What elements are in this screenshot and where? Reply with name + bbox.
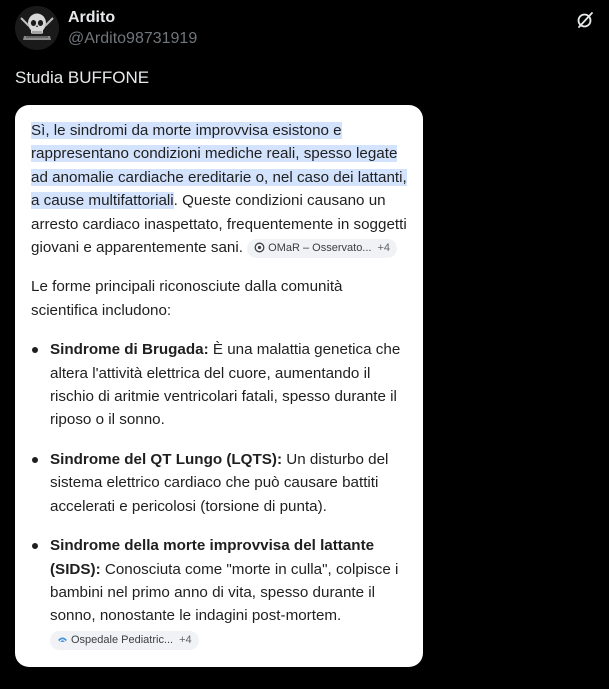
item-term: Sindrome del QT Lungo (LQTS): xyxy=(50,450,283,468)
bullet xyxy=(32,543,38,549)
ai-answer-content xyxy=(31,119,411,667)
item-term: Sindrome della morte improvvisa del lattante (SIDS): xyxy=(50,537,375,578)
syndrome-list xyxy=(31,338,411,651)
source-chip[interactable] xyxy=(247,239,397,258)
source-chip-more: +4 xyxy=(179,633,192,646)
list-item xyxy=(31,534,411,651)
grok-slash-icon[interactable] xyxy=(575,10,595,30)
source-chip-more: +4 xyxy=(377,242,391,255)
intro-rest-text: . Queste condizioni causano un arresto cardiaco inaspettato, frequentemente in soggetti giovani e apparentemente sani. xyxy=(31,192,407,257)
skull-avatar-icon[interactable] xyxy=(15,6,59,50)
item-term: Sindrome di Brugada: xyxy=(50,341,209,359)
source-chip[interactable] xyxy=(50,631,199,650)
bullet xyxy=(32,347,38,353)
author-display-name[interactable]: Ardito xyxy=(68,9,116,26)
tweet-header xyxy=(15,6,595,56)
omar-source-icon xyxy=(254,241,265,252)
list-item xyxy=(31,338,411,432)
lead-paragraph: Le forme principali riconosciute dalla comunità scientifica includono: xyxy=(31,278,343,319)
attached-image-card[interactable] xyxy=(15,105,423,667)
list-item xyxy=(31,448,411,518)
bullet xyxy=(32,457,38,463)
item-text: Un disturbo del sistema elettrico cardiaco che può causare battiti accelerati e pericolosi (torsione di punta). xyxy=(50,450,389,515)
source-chip-label: OMaR – Osservato... xyxy=(268,242,372,255)
intro-paragraph xyxy=(31,119,411,259)
item-text: Conosciuta come "morte in culla", colpisce i bambini nel primo anno di vita, spesso durante il sonno, nonostante le indagini post-mortem. xyxy=(50,560,399,625)
highlighted-text: Sì, le sindromi da morte improvvisa esistono e rappresentano condizioni mediche reali, spesso legate ad anomalie cardiache ereditarie o, nel caso dei lattanti, a cause multifattoriali xyxy=(31,122,407,210)
source-chip-label: Ospedale Pediatric... xyxy=(71,633,174,646)
hospital-source-icon xyxy=(57,633,68,644)
item-text: È una malattia genetica che altera l'attività elettrica del cuore, aumentando il rischio di aritmie ventricolari fatali, spesso durante il riposo o il sonno. xyxy=(50,341,401,429)
author-handle[interactable]: @Ardito98731919 xyxy=(68,30,198,47)
tweet-text: Studia BUFFONE xyxy=(15,68,150,87)
